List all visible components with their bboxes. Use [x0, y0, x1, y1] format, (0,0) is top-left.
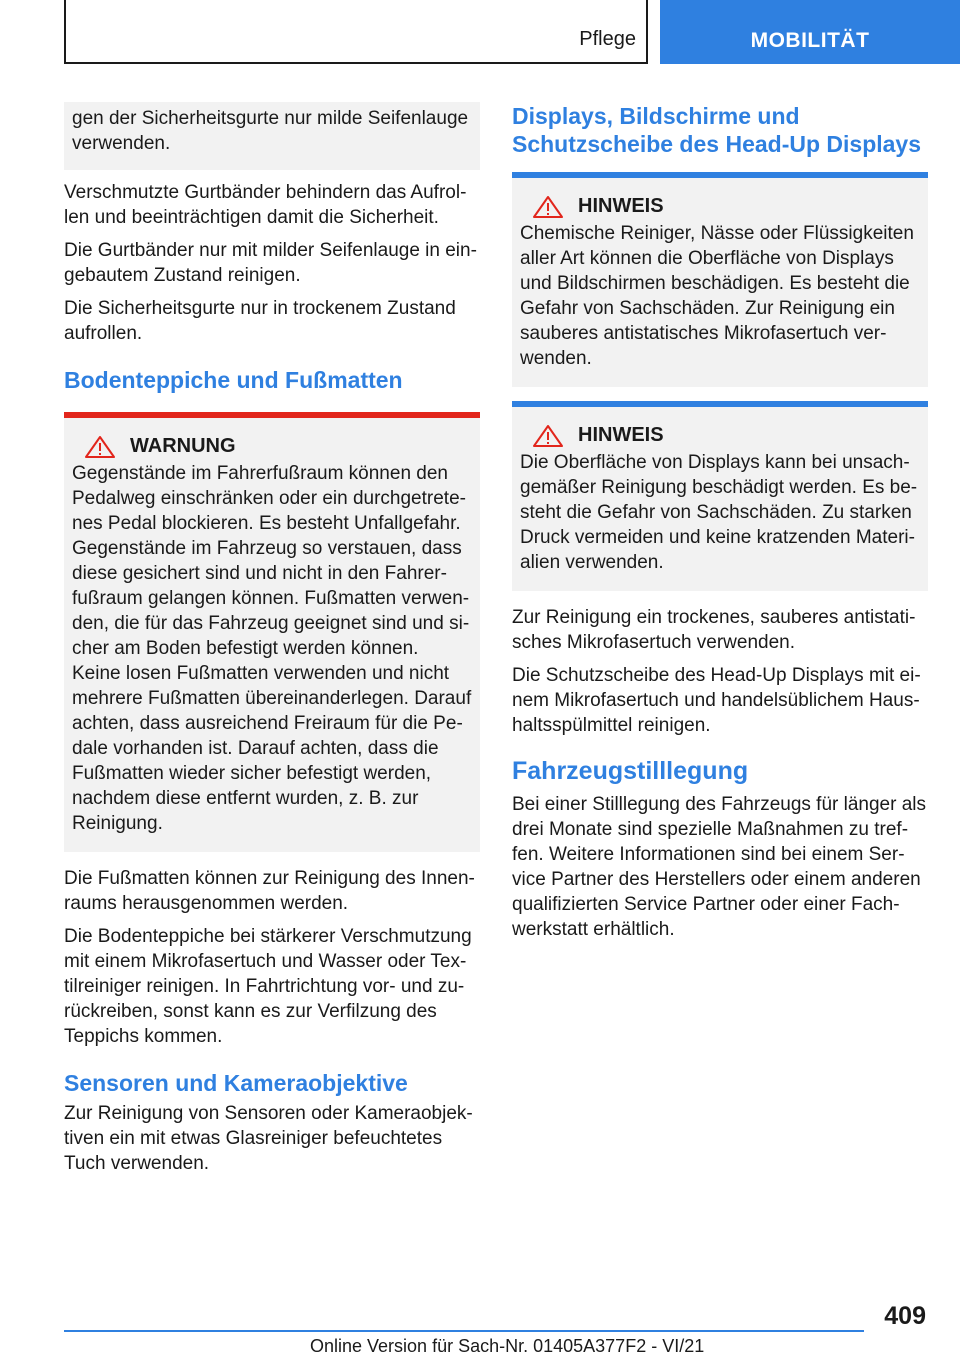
notice-label: HINWEIS [578, 195, 664, 217]
continued-note-box [64, 102, 480, 170]
paragraph: Die Fußmatten können zur Reinigung des Innenraums herausgenommen werden. [64, 868, 475, 914]
paragraph: Die Sicherheitsgurte nur in trockenem Zustand aufrollen. [64, 298, 456, 344]
notice-box [512, 401, 928, 591]
right-column [512, 102, 928, 950]
paragraph: Die Gurtbänder nur mit milder Seifenlauge in eingebautem Zustand reinigen. [64, 240, 477, 286]
paragraph: Die Bodenteppiche bei stärkerer Verschmutzung mit einem Mikrofasertuch und Wasser oder Textilreiniger reinigen. In Fahrtrichtung vor- und zurückreiben, sonst kann es zur Verfilzung des Teppichs kommen. [64, 926, 472, 1047]
notice-text: Chemische Reiniger, Nässe oder Flüssigkeiten aller Art können die Oberfläche von Displays und Bildschirmen beschädigen. Es besteht die Gefahr von Sachschäden. Zur Reinigung ein sauberes antistatisches Mikrofasertuch verwenden. [520, 223, 914, 369]
warning-label: WARNUNG [130, 435, 236, 457]
page-number: 409 [884, 1302, 926, 1330]
paragraph: Die Schutzscheibe des Head-Up Displays mit einem Mikrofasertuch und handelsüblichem Haushaltsspülmittel reinigen. [512, 665, 921, 736]
section-heading-bodenteppiche: Bodenteppiche und Fußmatten [64, 367, 403, 393]
paragraph: Zur Reinigung von Sensoren oder Kameraobjektiven ein mit etwas Glasreiniger befeuchtetes Tuch verwenden. [64, 1103, 473, 1174]
header-section-title: Pflege [579, 28, 636, 50]
section-heading-stilllegung: Fahrzeugstilllegung [512, 757, 749, 785]
warning-triangle-icon [532, 195, 564, 219]
notice-box [512, 172, 928, 387]
left-column [64, 102, 480, 1184]
warning-triangle-icon [84, 435, 116, 459]
paragraph: Zur Reinigung ein trockenes, sauberes antistatisches Mikrofasertuch verwenden. [512, 607, 916, 653]
paragraph: Bei einer Stilllegung des Fahrzeugs für länger als drei Monate sind spezielle Maßnahmen zu treffen. Weitere Informationen sind bei einem Service Partner des Herstellers oder einem anderen qualifizierten Service Partner oder einer Fachwerkstatt erhältlich. [512, 794, 927, 940]
notice-label: HINWEIS [578, 424, 664, 446]
warning-box [64, 412, 480, 852]
section-heading-sensoren: Sensoren und Kameraobjektive [64, 1070, 408, 1096]
paragraph: Verschmutzte Gurtbänder behindern das Aufrollen und beeinträchtigen damit die Sicherheit. [64, 182, 467, 228]
section-heading-displays: Displays, Bildschirme und Schutzscheibe des Head-Up Displays [512, 103, 922, 157]
warning-triangle-icon [532, 424, 564, 448]
footer-online-version: Online Version für Sach-Nr. 01405A377F2 - VI/21 [310, 1336, 705, 1356]
tab-mobilitaet[interactable]: MOBILITÄT [660, 0, 960, 64]
continued-note-text: gen der Sicherheitsgurte nur milde Seifenlauge verwenden. [72, 108, 469, 154]
header-frame [64, 0, 648, 64]
footer-divider [64, 1330, 864, 1332]
notice-text: Die Oberfläche von Displays kann bei unsachgemäßer Reinigung beschädigt werden. Es besteht die Gefahr von Sachschäden. Zu starken Druck vermeiden und keine kratzenden Materialien verwenden. [520, 452, 918, 573]
warning-text: Gegenstände im Fahrerfußraum können den Pedalweg einschränken oder ein durchgetretenes Pedal blockieren. Es besteht Unfallgefahr. Gegenstände im Fahrzeug so verstauen, dass diese gesichert sind und nicht in den Fahrerfußraum gelangen können. Fußmatten verwenden, die für das Fahrzeug geeignet sind und sicher am Boden befestigt werden können. Keine losen Fußmatten verwenden und nicht mehrere Fußmatten übereinanderlegen. Darauf achten, dass ausreichend Freiraum für die Pedale vorhanden ist. Darauf achten, dass die Fußmatten wieder sicher befestigt werden, nachdem diese entfernt wurden, z. B. zur Reinigung. [72, 463, 472, 834]
